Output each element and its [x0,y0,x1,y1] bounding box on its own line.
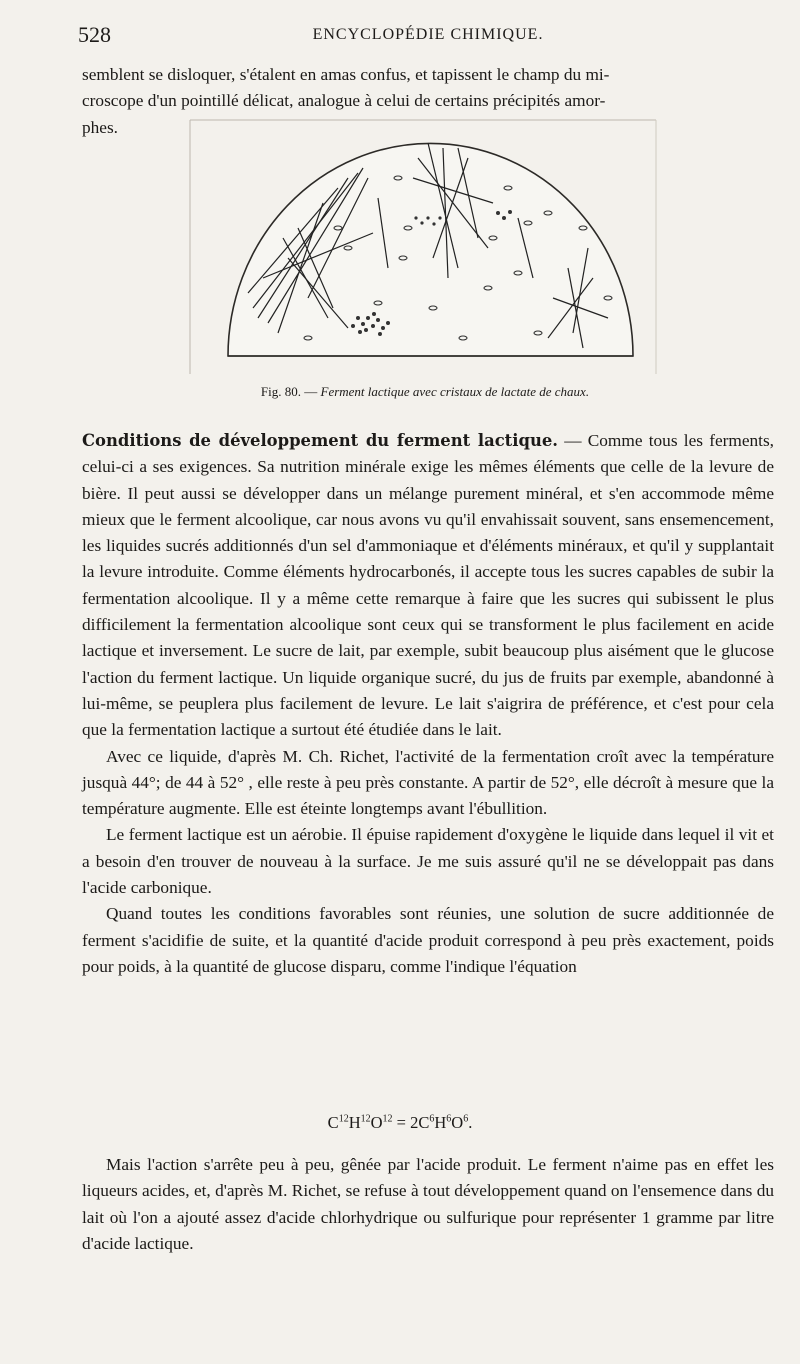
paragraph-3: Le ferment lactique est un aérobie. Il épuise rapidement d'oxygène le liquide dans lequel il vit et a besoin d'en trouver de nouveau à la surface. Je me suis assuré qu'il ne se développait pas dans l'acide carbonique. [82,825,774,898]
eq-sub-6: 6 [463,1113,469,1125]
closing-text [82,1152,774,1257]
intro-line-2: croscope d'un pointillé délicat, analogue à celui de certains précipités amor- [82,91,606,111]
figure-caption [190,384,660,400]
eq-equals: = 2C [392,1113,430,1132]
main-text [82,428,774,980]
intro-line-3: phes. [82,117,118,137]
paragraph-1 [82,428,774,744]
eq-sub-3: 12 [382,1113,393,1125]
eq-oxygen: O [370,1113,383,1132]
eq-oxygen-2: O [451,1113,464,1132]
eq-sub-4: 6 [429,1113,435,1125]
intro-line-1: semblent se disloquer, s'étalent en amas confus, et tapissent le champ du mi- [82,65,610,84]
eq-sub-5: 6 [446,1113,452,1125]
page-header [78,22,778,54]
eq-hydrogen: H [348,1113,361,1132]
running-title: ENCYCLOPÉDIE CHIMIQUE. [312,26,544,43]
eq-period: . [468,1113,473,1132]
eq-sub-1: 12 [338,1113,349,1125]
eq-sub-2: 12 [360,1113,371,1125]
figure-description: Ferment lactique avec cristaux de lactate de chaux. [320,384,590,399]
section-heading: Conditions de développement du ferment lactique. [82,431,558,450]
eq-hydrogen-2: H [434,1113,447,1132]
eq-carbon: C [327,1113,339,1132]
page-number: 528 [78,22,111,47]
paragraph-5: Mais l'action s'arrête peu à peu, gênée par l'acide produit. Le ferment n'aime pas en effet les liqueurs acides, et, d'après M. Richet, se refuse à tout développement quand on l'ensemence dans du lait où l'on a ajouté assez d'acide chlorhydrique ou sulfurique pour représenter 1 gramme par litre d'acide lactique. [82,1155,774,1253]
paragraph-2: Avec ce liquide, d'après M. Ch. Richet, l'activité de la fermentation croît avec la température jusquà 44°; de 44 à 52° , elle reste à peu près constante. A partir de 52°, elle décroît à mesure que la température augmente. Elle est éteinte longtemps avant l'ébullition. [82,746,774,819]
equation [0,1113,800,1133]
paragraph-4: Quand toutes les conditions favorables sont réunies, une solution de sucre additionnée de ferment s'acidifie de suite, et la quantité d'acide produit correspond à peu près exactement, poids pour poids, à la quantité de glucose disparu, comme l'indique l'équation [82,904,774,976]
paragraph-1-body: — Comme tous les ferments, celui-ci a ses exigences. Sa nutrition minérale exige les mêmes éléments que celle de la levure de bière. Il peut aussi se développer dans un mélange purement minéral, et s'en accommode même mieux que le ferment alcoolique, car nous avons vu qu'il envahissait souvent, sans ensemencement, les liquides sucrés additionnés d'un sel d'ammoniaque et d'éléments minéraux, et qu'il y supplantait la levure introduite. Comme éléments hydrocarbonés, il accepte tous les sucres capables de subir la fermentation alcoolique. Il y a même cette remarque à faire que les sucres qui subissent le plus difficilement la fermentation alcoolique sont ceux qui se transforment le plus facilement en acide lactique et inversement. Le sucre de lait, par exemple, subit beaucoup plus aisément que le glucose l'action du ferment lactique. Un liquide organique sucré, du jus de fruits par exemple, abandonné à lui-même, se peuplera plus facilement de levure. Le lait s'aigrira de préférence, et c'est pour cela que la fermentation lactique a surtout été étudiée dans le lait. [82,431,775,740]
figure-dash: — [301,384,321,399]
figure-illustration [188,118,658,376]
figure-label: Fig. 80. [260,384,301,399]
